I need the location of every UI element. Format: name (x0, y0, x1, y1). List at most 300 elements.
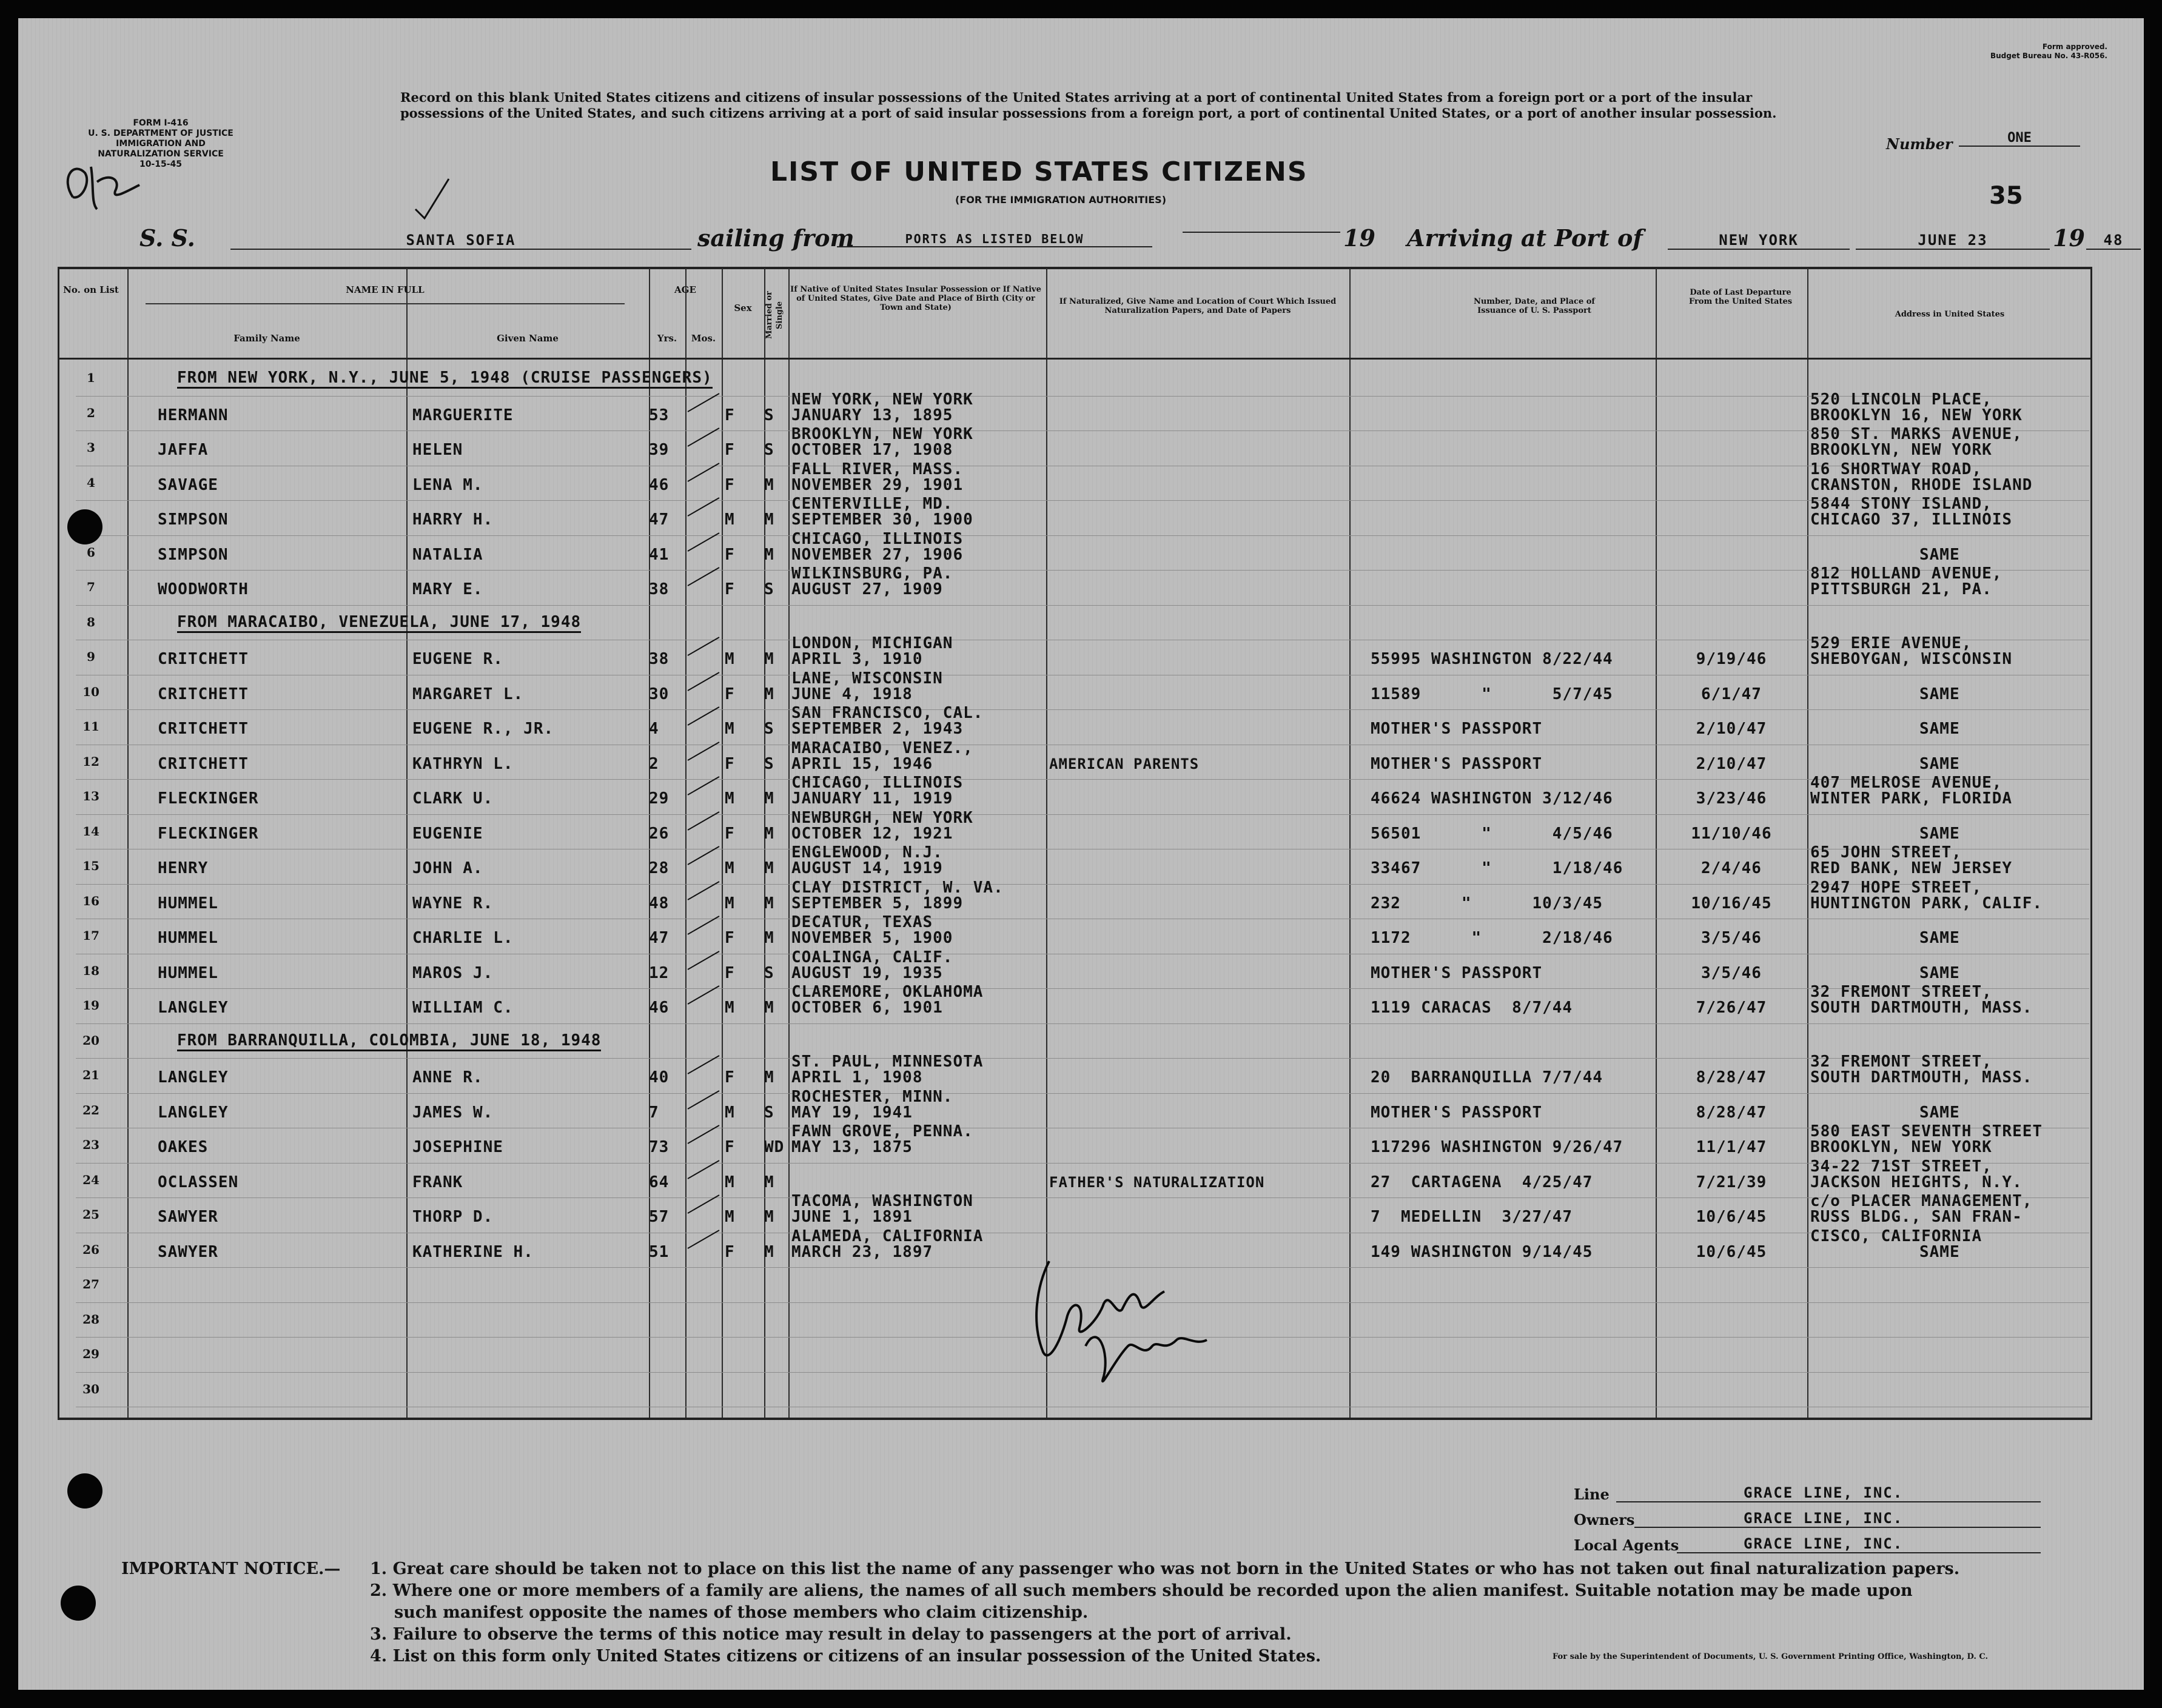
last-departure: 8/28/47 (1696, 1103, 1767, 1122)
birth-place: ST. PAUL, MINNESOTA (791, 1053, 984, 1071)
row-number: 2 (87, 405, 95, 420)
line-value: GRACE LINE, INC. (1616, 1484, 2041, 1502)
last-departure: 3/5/46 (1701, 963, 1762, 982)
address-line-1: c/o PLACER MANAGEMENT, (1810, 1192, 2033, 1210)
passport: 11589 " 5/7/45 (1371, 685, 1613, 703)
age-years: 48 (649, 894, 670, 913)
sailing-label: sailing from (697, 224, 854, 252)
sex: M (725, 1208, 735, 1226)
row-rule (76, 814, 2089, 815)
row-rule (76, 570, 2089, 571)
birth-place: CLAREMORE, OKLAHOMA (791, 983, 984, 1001)
family-name: CRITCHETT (158, 685, 249, 703)
given-name: CLARK U. (412, 789, 494, 808)
address-line-2: WINTER PARK, FLORIDA (1810, 789, 2013, 808)
row-rule (76, 535, 2089, 536)
column-rule (406, 268, 408, 1418)
address-line-1: 529 ERIE AVENUE, (1810, 634, 1972, 652)
row-rule (76, 779, 2089, 780)
address-line-2: CHICAGO 37, ILLINOIS (1810, 511, 2013, 529)
age-years: 30 (649, 685, 670, 703)
col-header-age: AGE (674, 284, 696, 295)
marital-status: M (764, 545, 774, 564)
sex: F (725, 824, 735, 843)
passport: 1172 " 2/18/46 (1371, 929, 1613, 947)
birth-date: JUNE 1, 1891 (791, 1208, 913, 1226)
punch-hole (67, 509, 102, 544)
row-rule (76, 1093, 2089, 1094)
line-label: Line (1574, 1485, 1610, 1503)
birth-place: LONDON, MICHIGAN (791, 634, 953, 652)
family-name: FLECKINGER (158, 824, 259, 843)
family-name: CRITCHETT (158, 754, 249, 773)
birth-place: CENTERVILLE, MD. (791, 495, 953, 513)
row-number: 15 (82, 859, 99, 873)
sailing-date-blank (1183, 232, 1340, 233)
handwritten-initials (55, 155, 152, 221)
row-number: 26 (82, 1242, 99, 1257)
row-number: 18 (82, 963, 99, 978)
row-number: 30 (82, 1381, 99, 1396)
marital-status: M (764, 685, 774, 703)
arriving-label: Arriving at Port of (1407, 224, 1643, 252)
row-number: 21 (82, 1068, 99, 1082)
marital-status: S (764, 720, 774, 738)
age-years: 47 (649, 511, 670, 529)
address-line-2: SAME (1919, 685, 1960, 703)
age-years: 2 (649, 754, 659, 773)
sex: F (725, 1242, 735, 1261)
address-line-1: 520 LINCOLN PLACE, (1810, 390, 1992, 409)
address-line-2: SAME (1919, 720, 1960, 738)
age-years: 73 (649, 1138, 670, 1156)
birth-place: MARACAIBO, VENEZ., (791, 738, 973, 757)
birth-date: MAY 19, 1941 (791, 1103, 913, 1122)
marital-status: M (764, 789, 774, 808)
last-departure: 7/26/47 (1696, 999, 1767, 1017)
table-bottom-rule (58, 1418, 2092, 1420)
col-header-yrs: Yrs. (657, 333, 677, 344)
family-name: WOODWORTH (158, 580, 249, 598)
birth-date: JUNE 4, 1918 (791, 685, 913, 703)
row-rule (76, 605, 2089, 606)
row-number: 1 (87, 370, 95, 385)
family-name: SAWYER (158, 1242, 218, 1261)
age-years: 29 (649, 789, 670, 808)
table-top-rule (58, 267, 2092, 269)
passport: 149 WASHINGTON 9/14/45 (1371, 1242, 1593, 1261)
given-name: MARY E. (412, 580, 483, 598)
family-name: HENRY (158, 859, 209, 877)
family-name: HUMMEL (158, 894, 218, 913)
address-line-1: 2947 HOPE STREET, (1810, 878, 1982, 897)
age-years: 64 (649, 1173, 670, 1191)
age-years: 46 (649, 475, 670, 494)
arrival-year: 48 (2086, 232, 2141, 250)
row-rule (76, 709, 2089, 710)
birth-place: SAN FRANCISCO, CAL. (791, 704, 984, 722)
row-number: 3 (87, 440, 95, 455)
passport: MOTHER'S PASSPORT (1371, 754, 1543, 773)
address-line-2: SAME (1919, 1242, 1960, 1261)
address-line-2: SAME (1919, 824, 1960, 843)
birth-date: NOVEMBER 29, 1901 (791, 475, 964, 494)
age-years: 53 (649, 406, 670, 424)
row-number: 28 (82, 1311, 99, 1327)
column-rule (722, 268, 723, 1418)
family-name: SAVAGE (158, 475, 218, 494)
last-departure: 10/16/45 (1691, 894, 1772, 913)
given-name: HARRY H. (412, 511, 494, 529)
row-rule (76, 1163, 2089, 1164)
birth-date: JANUARY 13, 1895 (791, 406, 953, 424)
row-number: 19 (82, 998, 99, 1013)
section-header: FROM MARACAIBO, VENEZUELA, JUNE 17, 1948 (177, 614, 581, 633)
row-number: 12 (82, 754, 99, 769)
sex: M (725, 789, 735, 808)
family-name: SIMPSON (158, 511, 229, 529)
sex: F (725, 929, 735, 947)
address-line-2: SHEBOYGAN, WISCONSIN (1810, 650, 2013, 668)
given-name: THORP D. (412, 1208, 494, 1226)
birth-place: FAWN GROVE, PENNA. (791, 1122, 973, 1140)
family-name: SAWYER (158, 1208, 218, 1226)
sex: M (725, 894, 735, 913)
address-line-1: 407 MELROSE AVENUE, (1810, 774, 2003, 792)
column-rule (1046, 268, 1047, 1418)
birth-date: NOVEMBER 27, 1906 (791, 545, 964, 564)
column-rule (788, 268, 790, 1418)
given-name: JAMES W. (412, 1103, 494, 1122)
address-line-2: SOUTH DARTMOUTH, MASS. (1810, 999, 2033, 1017)
marital-status: WD (764, 1138, 785, 1156)
birth-place: TACOMA, WASHINGTON (791, 1192, 973, 1210)
notice-1: 1. Great care should be taken not to place on this list the name of any passenger who was not born in the United States or who has not taken out final naturalization papers. (370, 1559, 1960, 1578)
address-line-2: HUNTINGTON PARK, CALIF. (1810, 894, 2043, 913)
family-name: CRITCHETT (158, 650, 249, 668)
sex: F (725, 1138, 735, 1156)
address-line-2: JACKSON HEIGHTS, N.Y. (1810, 1173, 2023, 1191)
family-name: CRITCHETT (158, 720, 249, 738)
address-line-2: RED BANK, NEW JERSEY (1810, 859, 2013, 877)
arrival-year-prefix: 19 (2053, 224, 2085, 252)
sex: M (725, 720, 735, 738)
owners-label: Owners (1574, 1511, 1635, 1529)
sex: M (725, 859, 735, 877)
marital-status: S (764, 754, 774, 773)
birth-place: ENGLEWOOD, N.J. (791, 843, 943, 862)
marital-status: M (764, 824, 774, 843)
age-years: 46 (649, 999, 670, 1017)
given-name: EUGENE R., JR. (412, 720, 554, 738)
age-years: 40 (649, 1068, 670, 1087)
sex: M (725, 1173, 735, 1191)
column-rule (1656, 268, 1657, 1418)
passport: 55995 WASHINGTON 8/22/44 (1371, 650, 1613, 668)
marital-status: M (764, 1173, 774, 1191)
marital-status: S (764, 580, 774, 598)
row-number: 23 (82, 1137, 99, 1152)
passport: MOTHER'S PASSPORT (1371, 720, 1543, 738)
last-departure: 11/1/47 (1696, 1138, 1767, 1156)
age-years: 39 (649, 441, 670, 459)
given-name: WAYNE R. (412, 894, 494, 913)
sex: F (725, 441, 735, 459)
row-number: 24 (82, 1172, 99, 1187)
last-departure: 3/23/46 (1696, 789, 1767, 808)
marital-status: M (764, 1242, 774, 1261)
row-number: 11 (82, 719, 99, 734)
sex: M (725, 1103, 735, 1122)
address-line-2: BROOKLYN 16, NEW YORK (1810, 406, 2023, 424)
birth-date: JANUARY 11, 1919 (791, 789, 953, 808)
family-name: HUMMEL (158, 929, 218, 947)
row-number: 14 (82, 823, 99, 839)
row-rule (76, 1197, 2089, 1198)
birth-place: BROOKLYN, NEW YORK (791, 425, 973, 443)
row-number: 20 (82, 1033, 99, 1048)
col-header-married: Married or Single (765, 291, 784, 340)
age-years: 41 (649, 545, 670, 564)
notice-title: IMPORTANT NOTICE.— (121, 1559, 341, 1578)
birth-place: NEWBURGH, NEW YORK (791, 808, 973, 827)
address-line-1: 32 FREMONT STREET, (1810, 983, 1992, 1001)
agents-label: Local Agents (1574, 1536, 1679, 1554)
page-title: LIST OF UNITED STATES CITIZENS (770, 156, 1308, 187)
last-departure: 2/4/46 (1701, 859, 1762, 877)
age-years: 57 (649, 1208, 670, 1226)
table-left-rule (58, 267, 59, 1419)
address-line-2: SAME (1919, 963, 1960, 982)
address-line-1: 850 ST. MARKS AVENUE, (1810, 425, 2023, 443)
handwritten-signature (1013, 1249, 1280, 1395)
family-name: HERMANN (158, 406, 229, 424)
given-name: EUGENIE (412, 824, 483, 843)
birth-date: MAY 13, 1875 (791, 1138, 913, 1156)
number-label: Number (1886, 135, 1953, 153)
address-line-1: 32 FREMONT STREET, (1810, 1053, 1992, 1071)
address-line-2: SAME (1919, 929, 1960, 947)
given-name: CHARLIE L. (412, 929, 514, 947)
row-number: 22 (82, 1102, 99, 1117)
notice-3: 3. Failure to observe the terms of this notice may result in delay to passengers at the port of arrival. (370, 1625, 1292, 1644)
ss-label: S. S. (139, 224, 195, 252)
column-rule (1807, 268, 1808, 1418)
given-name: MARGARET L. (412, 685, 524, 703)
birth-date: SEPTEMBER 2, 1943 (791, 720, 964, 738)
last-departure: 10/6/45 (1696, 1208, 1767, 1226)
family-name: OAKES (158, 1138, 209, 1156)
col-header-departure: Date of Last Departure From the United States (1688, 288, 1793, 306)
last-departure: 11/10/46 (1691, 824, 1772, 843)
sailing-year-prefix: 19 (1343, 224, 1375, 252)
last-departure: 8/28/47 (1696, 1068, 1767, 1087)
birth-place: CLAY DISTRICT, W. VA. (791, 878, 1004, 897)
birth-place: DECATUR, TEXAS (791, 913, 933, 931)
last-departure: 3/5/46 (1701, 929, 1762, 947)
marital-status: M (764, 650, 774, 668)
birth-date: AUGUST 14, 1919 (791, 859, 943, 877)
name-header-rule (146, 303, 625, 304)
birth-date: APRIL 15, 1946 (791, 754, 933, 773)
col-header-passport: Number, Date, and Place of Issuance of U. S. Passport (1473, 297, 1596, 315)
family-name: HUMMEL (158, 963, 218, 982)
birth-place: WILKINSBURG, PA. (791, 564, 953, 583)
birth-place: FALL RIVER, MASS. (791, 460, 964, 478)
birth-date: NOVEMBER 5, 1900 (791, 929, 953, 947)
given-name: JOHN A. (412, 859, 483, 877)
passport: 33467 " 1/18/46 (1371, 859, 1623, 877)
given-name: EUGENE R. (412, 650, 503, 668)
passport: 117296 WASHINGTON 9/26/47 (1371, 1138, 1623, 1156)
sex: F (725, 963, 735, 982)
address-line-1: 580 EAST SEVENTH STREET (1810, 1122, 2043, 1140)
col-header-family: Family Name (233, 333, 300, 344)
age-years: 7 (649, 1103, 659, 1122)
last-departure: 7/21/39 (1696, 1173, 1767, 1191)
given-name: NATALIA (412, 545, 483, 564)
passport: 232 " 10/3/45 (1371, 894, 1603, 913)
row-rule (76, 1023, 2089, 1024)
marital-status: S (764, 441, 774, 459)
col-header-naturalized: If Naturalized, Give Name and Location of Court Which Issued Naturalization Papers, and Date of Papers (1059, 297, 1337, 315)
address-line-1: 34-22 71ST STREET, (1810, 1157, 1992, 1176)
birth-date: APRIL 3, 1910 (791, 650, 923, 668)
row-number: 10 (82, 684, 99, 699)
sex: M (725, 511, 735, 529)
birth-place: COALINGA, CALIF. (791, 948, 953, 966)
passport: MOTHER'S PASSPORT (1371, 963, 1543, 982)
marital-status: M (764, 894, 774, 913)
col-header-birth: If Native of United States Insular Possession or If Native of United States, Give Date and Place of Birth (City or Town and State) (790, 285, 1041, 312)
section-header: FROM BARRANQUILLA, COLOMBIA, JUNE 18, 1948 (177, 1032, 601, 1051)
age-years: 47 (649, 929, 670, 947)
marital-status: M (764, 511, 774, 529)
page-subtitle: (FOR THE IMMIGRATION AUTHORITIES) (955, 194, 1167, 206)
checkmark-icon (412, 176, 455, 224)
row-rule (76, 1058, 2089, 1059)
birth-date: AUGUST 27, 1909 (791, 580, 943, 598)
age-years: 26 (649, 824, 670, 843)
punch-hole (61, 1586, 96, 1621)
arrival-port: NEW YORK (1668, 232, 1850, 250)
marital-status: M (764, 1208, 774, 1226)
ship-info-row (139, 224, 2124, 255)
row-number: 27 (82, 1277, 99, 1291)
passport: 20 BARRANQUILLA 7/7/44 (1371, 1068, 1603, 1087)
passport: 46624 WASHINGTON 3/12/46 (1371, 789, 1613, 808)
row-number: 7 (87, 580, 95, 594)
address-line-2: SAME (1919, 1103, 1960, 1122)
marital-status: S (764, 406, 774, 424)
birth-date: APRIL 1, 1908 (791, 1068, 923, 1087)
family-name: SIMPSON (158, 545, 229, 564)
birth-date: AUGUST 19, 1935 (791, 963, 943, 982)
last-departure: 6/1/47 (1701, 685, 1762, 703)
age-years: 38 (649, 580, 670, 598)
address-line-1: 16 SHORTWAY ROAD, (1810, 460, 1982, 478)
form-id: FORM I-416 U. S. DEPARTMENT OF JUSTICE IMMIGRATION AND NATURALIZATION SERVICE 10-15-45 (88, 118, 233, 169)
notice-2: 2. Where one or more members of a family are aliens, the names of all such members should be recorded upon the alien manifest. Suitable notation may be made upon (370, 1581, 1913, 1600)
birth-date: SEPTEMBER 30, 1900 (791, 511, 973, 529)
given-name: LENA M. (412, 475, 483, 494)
arrival-date: JUNE 23 (1856, 232, 2050, 250)
row-number: 16 (82, 893, 99, 908)
punch-hole (67, 1473, 102, 1509)
birth-place: ROCHESTER, MINN. (791, 1087, 953, 1106)
row-rule (76, 430, 2089, 431)
sex: F (725, 580, 735, 598)
address-line-2: SAME (1919, 754, 1960, 773)
notice-4: 4. List on this form only United States citizens or citizens of an insular possession of the United States. (370, 1647, 1321, 1666)
birth-date: SEPTEMBER 5, 1899 (791, 894, 964, 913)
naturalization: FATHER'S NATURALIZATION (1049, 1173, 1265, 1191)
address-line-2: SOUTH DARTMOUTH, MASS. (1810, 1068, 2033, 1087)
passport: 1119 CARACAS 8/7/44 (1371, 999, 1573, 1017)
col-header-name: NAME IN FULL (346, 284, 425, 295)
birth-place: ALAMEDA, CALIFORNIA (791, 1227, 984, 1245)
header-bottom-rule (58, 358, 2092, 360)
table-right-rule (2090, 267, 2092, 1419)
col-header-no: No. on List (63, 284, 119, 295)
birth-place: LANE, WISCONSIN (791, 669, 943, 688)
birth-date: OCTOBER 17, 1908 (791, 441, 953, 459)
marital-status: M (764, 1068, 774, 1087)
address-line-2: PITTSBURGH 21, PA. (1810, 580, 1992, 598)
marital-status: M (764, 859, 774, 877)
col-header-given: Given Name (497, 333, 559, 344)
birth-place: NEW YORK, NEW YORK (791, 390, 973, 409)
given-name: HELEN (412, 441, 463, 459)
form-approved: Form approved. Budget Bureau No. 43-R056. (1990, 42, 2107, 60)
column-rule (685, 268, 687, 1418)
row-number: 9 (87, 649, 95, 664)
marital-status: M (764, 999, 774, 1017)
manifest-sheet (18, 18, 2144, 1690)
last-departure: 2/10/47 (1696, 720, 1767, 738)
birth-place: CHICAGO, ILLINOIS (791, 529, 964, 548)
sailing-from: PORTS AS LISTED BELOW (837, 232, 1152, 247)
col-header-mos: Mos. (691, 333, 716, 344)
birth-date: OCTOBER 12, 1921 (791, 824, 953, 843)
address-line-1: 65 JOHN STREET, (1810, 843, 1962, 862)
sex: F (725, 545, 735, 564)
birth-place: CHICAGO, ILLINOIS (791, 774, 964, 792)
address-line-2: BROOKLYN, NEW YORK (1810, 441, 1992, 459)
row-rule (76, 500, 2089, 501)
row-number: 25 (82, 1207, 99, 1222)
passport: 27 CARTAGENA 4/25/47 (1371, 1173, 1593, 1191)
sex: M (725, 999, 735, 1017)
age-years: 51 (649, 1242, 670, 1261)
row-rule (76, 988, 2089, 989)
age-years: 38 (649, 650, 670, 668)
family-name: LANGLEY (158, 999, 229, 1017)
family-name: FLECKINGER (158, 789, 259, 808)
owners-value: GRACE LINE, INC. (1634, 1510, 2041, 1528)
sex: F (725, 1068, 735, 1087)
passport: MOTHER'S PASSPORT (1371, 1103, 1543, 1122)
family-name: LANGLEY (158, 1068, 229, 1087)
last-departure: 9/19/46 (1696, 650, 1767, 668)
given-name: MAROS J. (412, 963, 494, 982)
column-rule (1349, 268, 1351, 1418)
address-line-2: RUSS BLDG., SAN FRAN- (1810, 1208, 2023, 1226)
address-line-1: CISCO, CALIFORNIA (1810, 1227, 1982, 1245)
address-line-2: CRANSTON, RHODE ISLAND (1810, 475, 2033, 494)
age-years: 4 (649, 720, 659, 738)
agents-value: GRACE LINE, INC. (1677, 1535, 2041, 1553)
